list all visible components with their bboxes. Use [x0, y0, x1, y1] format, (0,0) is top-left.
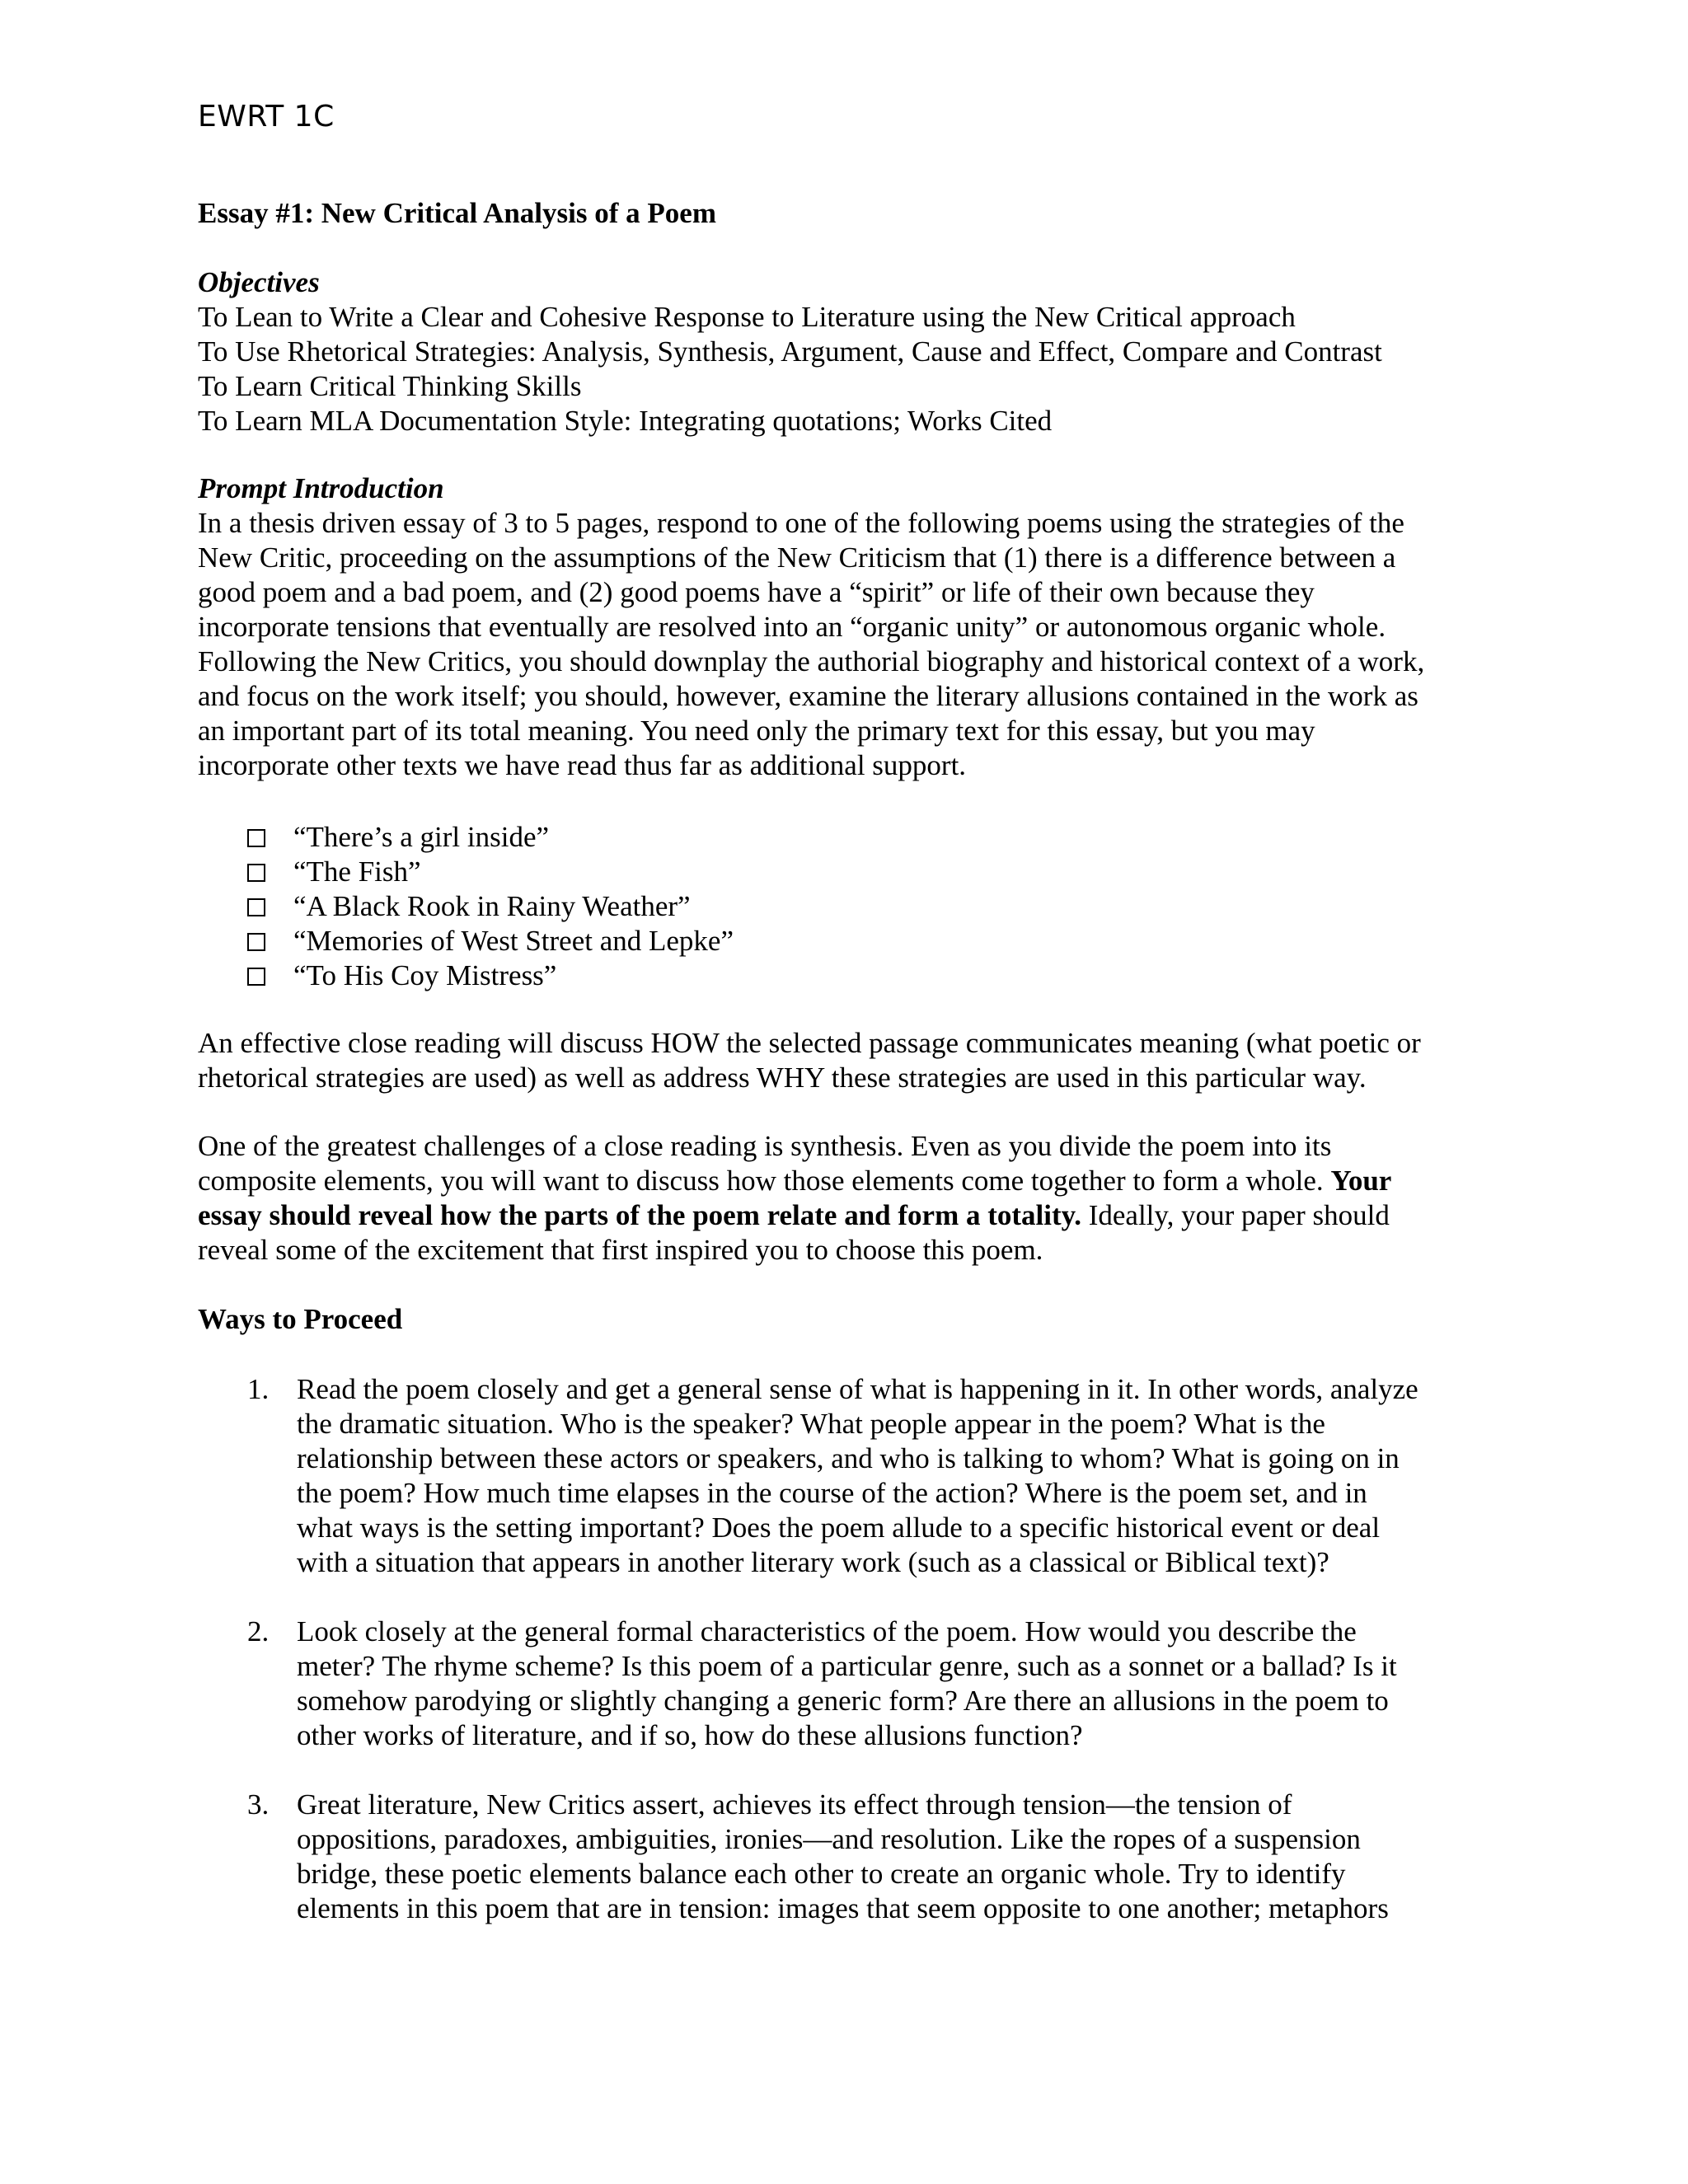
close-reading-paragraph [198, 1026, 1500, 1095]
objective-item: To Use Rhetorical Strategies: Analysis, Synthesis, Argument, Cause and Effect, Compare and Contrast [198, 335, 1382, 368]
list-number: 3. [247, 1788, 270, 1821]
objective-item: To Learn Critical Thinking Skills [198, 370, 582, 402]
poem-checklist [247, 820, 734, 993]
objectives-heading: Objectives [198, 266, 320, 298]
list-line: elements in this poem that are in tension: images that seem opposite to one another; metaphors [297, 1892, 1389, 1924]
prompt-line: incorporate tensions that eventually are resolved into an “organic unity” or autonomous organic whole. [198, 611, 1386, 643]
poem-title: “Memories of West Street and Lepke” [293, 925, 734, 957]
list-item [247, 1788, 1500, 1926]
list-line: Look closely at the general formal characteristics of the poem. How would you describe the [297, 1615, 1357, 1647]
prompt-line: New Critic, proceeding on the assumptions of the New Criticism that (1) there is a difference between a [198, 541, 1396, 574]
poem-option[interactable] [247, 924, 734, 958]
poem-option[interactable] [247, 820, 734, 855]
ways-list [247, 1372, 1500, 1926]
prompt-line: and focus on the work itself; you should, however, examine the literary allusions contained in the work as [198, 680, 1418, 712]
poem-option[interactable] [247, 889, 734, 924]
essay-title: Essay #1: New Critical Analysis of a Poem [198, 197, 716, 229]
objectives-section [198, 265, 1500, 438]
checkbox-icon[interactable] [247, 829, 265, 847]
poem-title: “A Black Rook in Rainy Weather” [293, 890, 691, 922]
checkbox-icon[interactable] [247, 933, 265, 951]
ways-heading: Ways to Proceed [198, 1303, 403, 1335]
paragraph-text: composite elements, you will want to discuss how those elements come together to form a whole. [198, 1165, 1331, 1197]
paragraph-line [198, 1198, 1500, 1233]
list-line: other works of literature, and if so, how do these allusions function? [297, 1719, 1083, 1751]
list-line: meter? The rhyme scheme? Is this poem of a particular genre, such as a sonnet or a ballad? Is it [297, 1650, 1397, 1682]
prompt-line: an important part of its total meaning. You need only the primary text for this essay, but you may [198, 715, 1315, 747]
poem-option[interactable] [247, 958, 734, 993]
prompt-line: incorporate other texts we have read thus far as additional support. [198, 749, 967, 781]
list-line: relationship between these actors or speakers, and who is talking to whom? What is going on in [297, 1442, 1400, 1474]
objective-item: To Learn MLA Documentation Style: Integrating quotations; Works Cited [198, 405, 1053, 437]
checkbox-icon[interactable] [247, 864, 265, 882]
list-number: 2. [247, 1615, 270, 1647]
emphasis-text: Your [1330, 1165, 1392, 1197]
prompt-heading: Prompt Introduction [198, 472, 444, 504]
list-line: the dramatic situation. Who is the speaker? What people appear in the poem? What is the [297, 1408, 1325, 1440]
paragraph-line: rhetorical strategies are used) as well as address WHY these strategies are used in this particular way. [198, 1062, 1367, 1094]
list-line: with a situation that appears in another literary work (such as a classical or Biblical text)? [297, 1546, 1329, 1578]
list-line: what ways is the setting important? Does the poem allude to a specific historical event or deal [297, 1511, 1381, 1544]
synthesis-paragraph [198, 1129, 1500, 1268]
checkbox-icon[interactable] [247, 898, 265, 916]
poem-option[interactable] [247, 855, 734, 889]
checkbox-icon[interactable] [247, 968, 265, 986]
prompt-line: good poem and a bad poem, and (2) good poems have a “spirit” or life of their own because they [198, 576, 1315, 608]
emphasis-text: essay should reveal how the parts of the poem relate and form a totality. [198, 1199, 1081, 1231]
list-line: bridge, these poetic elements balance each other to create an organic whole. Try to identify [297, 1858, 1346, 1890]
list-item [247, 1372, 1500, 1580]
paragraph-text: Ideally, your paper should [1081, 1199, 1390, 1231]
list-line: the poem? How much time elapses in the course of the action? Where is the poem set, and in [297, 1477, 1367, 1509]
poem-title: “There’s a girl inside” [293, 821, 550, 853]
list-line: Read the poem closely and get a general sense of what is happening in it. In other words, analyze [297, 1373, 1418, 1405]
paragraph-line: reveal some of the excitement that first inspired you to choose this poem. [198, 1234, 1043, 1266]
list-line: Great literature, New Critics assert, achieves its effect through tension—the tension of [297, 1788, 1292, 1821]
list-line: somehow parodying or slightly changing a generic form? Are there an allusions in the poem to [297, 1685, 1389, 1717]
paragraph-line: One of the greatest challenges of a close reading is synthesis. Even as you divide the poem into its [198, 1130, 1332, 1162]
paragraph-line [198, 1164, 1500, 1198]
paragraph-line: An effective close reading will discuss HOW the selected passage communicates meaning (what poetic or [198, 1027, 1421, 1059]
prompt-section [198, 471, 1500, 783]
course-header: EWRT 1C [198, 100, 335, 134]
prompt-line: In a thesis driven essay of 3 to 5 pages, respond to one of the following poems using the strategies of the [198, 507, 1404, 539]
list-line: oppositions, paradoxes, ambiguities, ironies—and resolution. Like the ropes of a suspension [297, 1823, 1361, 1855]
poem-title: “The Fish” [293, 855, 421, 888]
list-item [247, 1615, 1500, 1753]
prompt-line: Following the New Critics, you should downplay the authorial biography and historical context of a work, [198, 645, 1425, 677]
objective-item: To Lean to Write a Clear and Cohesive Response to Literature using the New Critical approach [198, 301, 1296, 333]
list-number: 1. [247, 1373, 270, 1405]
poem-title: “To His Coy Mistress” [293, 959, 557, 991]
